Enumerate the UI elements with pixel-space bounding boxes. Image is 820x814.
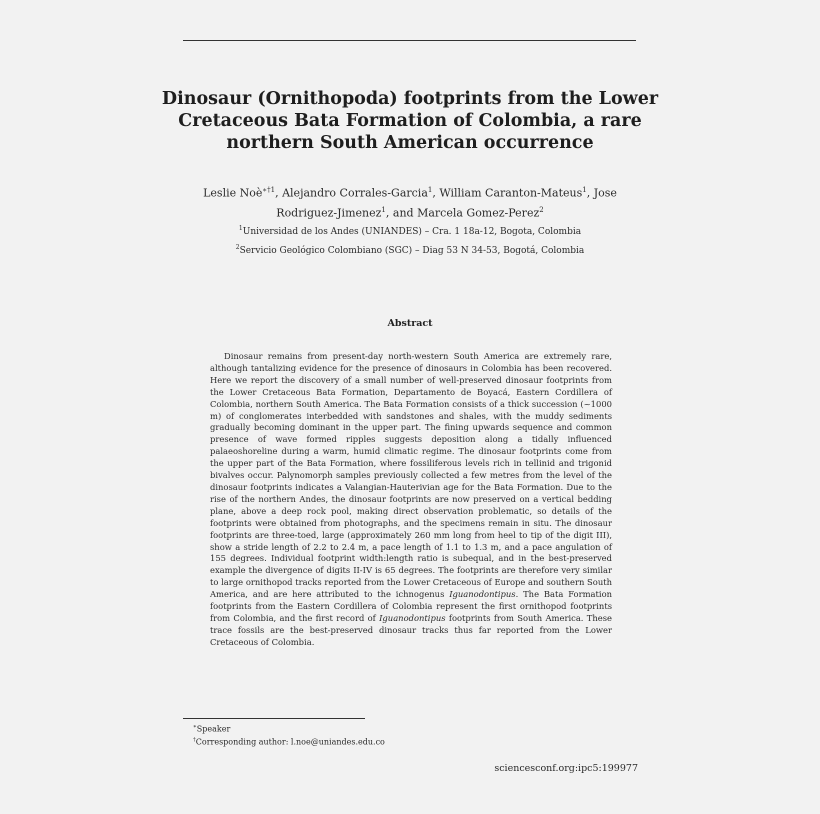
author-separator: , <box>275 186 283 200</box>
footnotes <box>193 722 493 748</box>
author-name: William Caranton-Mateus <box>439 186 583 200</box>
author-marks: 2 <box>539 205 544 214</box>
author-marks: 1 <box>427 186 433 194</box>
author-name: Leslie Noè <box>203 186 263 200</box>
footnote-text: Corresponding author: l.noe@uniandes.edu.co <box>195 737 385 747</box>
author-separator: , <box>586 186 594 200</box>
affiliation <box>180 221 640 240</box>
affiliation-text: Universidad de los Andes (UNIANDES) – Cra. 1 18a-12, Bogota, Colombia <box>242 227 582 237</box>
affiliation <box>180 240 640 259</box>
footnote-text: Speaker <box>196 724 231 734</box>
abstract-text: . The Bata Formation footprints from the Eastern Cordillera of Colombia represent the first ornithopod footprints from Colombia, and the first record of <box>210 589 613 623</box>
author-list <box>200 182 620 221</box>
abstract-text: footprints from South America. These trace fossils are the best-preserved dinosaur tracks thus far reported from the Lower Cretaceous of Colombia. <box>210 612 612 647</box>
footnote-mark: ∗ <box>193 724 197 730</box>
footnote-rule <box>183 718 365 719</box>
author-marks: ∗†1 <box>262 186 276 194</box>
affiliation-mark: 1 <box>238 225 243 232</box>
footnote <box>193 722 493 735</box>
top-rule <box>183 40 636 41</box>
affiliation-text: Servicio Geológico Colombiano (SGC) – Diag 53 N 34-53, Bogotá, Colombia <box>239 246 585 256</box>
author-name: Marcela Gomez-Perez <box>417 206 540 220</box>
author-name: Jose Rodriguez-Jimenez <box>276 186 617 220</box>
abstract-heading: Abstract <box>387 318 433 329</box>
author-marks: 1 <box>582 186 587 194</box>
author-name: Alejandro Corrales-Garcia <box>282 186 428 200</box>
ichnogenus-name: Iguanodontipus <box>379 612 446 623</box>
abstract-text: Dinosaur remains from present-day north-western South America are extremely rare, although tantalizing evidence for the presence of dinosaurs in Colombia has been recovered. Here we report the discovery of a small number of well-preserved dinosaur footprints from the Lower Cretaceous Bata Formation, Departamento de Boyacá, Eastern Cordillera of Colombia, northern South America. The Bata Formation consists of a thick succession (~1000 m) of conglomerates interbedded with sandstones and shales, with the muddy sediments gradually becoming dominant in the upper part. The fining upwards sequence and common presence of wave formed ripples suggests deposition along a tidally influenced palaeoshoreline during a warm, humid climatic regime. The dinosaur footprints come from the upper part of the Bata Formation, where fossiliferous levels rich in tellinid and trigonid bivalves occur. Palynomorph samples previously collected a few metres from the level of the dinosaur footprints indicates a Valangian-Hauterivian age for the Bata Formation. Due to the rise of the northern Andes, the dinosaur footprints are now preserved on a vertical bedding plane, above a deep rock pool, making direct observation problematic, so details of the footprints were obtained from photographs, and the specimens remain in situ. The dinosaur footprints are three-toed, large (approximately 260 mm long from heel to tip of the digit III), show a stride length of 2.2 to 2.4 m, a pace length of 1.1 to 1.3 m, and a pace angulation of 155 degrees. Individual footprint width:length ratio is subequal, and in the best-preserved example the divergence of digits II-IV is 65 degrees. The footprints are therefore very similar to large ornithopod tracks reported from the Lower Cretaceous of Europe and southern South America, and are here attributed to the ichnogenus <box>210 351 612 600</box>
footnote <box>193 735 493 748</box>
author-separator: , and <box>385 206 418 220</box>
paper-title: Dinosaur (Ornithopoda) footprints from the Lower Cretaceous Bata Formation of Colombia, a rare northern South American occurrence <box>161 89 659 153</box>
author-separator: , <box>432 186 440 200</box>
abstract-body <box>210 351 612 649</box>
ichnogenus-name: Iguanodontipus <box>449 589 516 600</box>
footnote-mark: † <box>193 737 196 744</box>
author-marks: 1 <box>381 205 386 214</box>
page-identifier: sciencesconf.org:ipc5:199977 <box>494 763 638 774</box>
affiliation-mark: 2 <box>235 244 240 251</box>
affiliations <box>180 221 640 259</box>
